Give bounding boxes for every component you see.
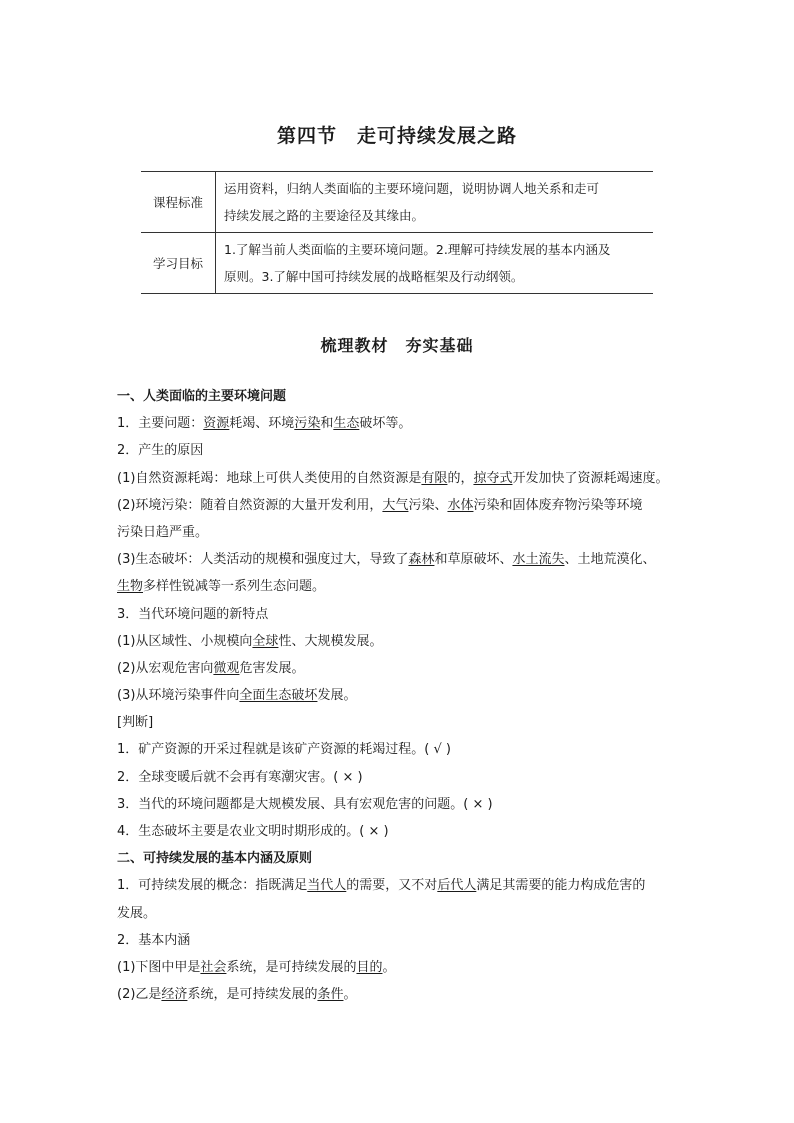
text-segment: (1)下图中甲是	[117, 959, 201, 975]
text-segment: 2．全球变暖后就不会再有寒潮灾害。( × )	[117, 769, 363, 785]
text-segment: 开发加快了资源耗竭速度。	[512, 470, 669, 486]
text-line	[117, 872, 687, 899]
text-segment: (2)乙是	[117, 987, 162, 1003]
text-segment: (3)从环境污染事件向	[117, 688, 240, 704]
text-segment: 和	[320, 416, 334, 432]
text-segment: 3．当代的环境问题都是大规模发展、具有宏观危害的问题。( × )	[117, 796, 493, 812]
text-segment: 3．当代环境问题的新特点	[117, 606, 269, 622]
text-segment: 一、人类面临的主要环境问题	[117, 389, 287, 404]
text-line	[117, 900, 687, 927]
underlined-answer: 生物	[117, 579, 144, 595]
text-line	[117, 573, 687, 600]
underlined-answer: 全球	[252, 633, 279, 649]
body-text	[117, 383, 687, 1008]
table-key-cell: 学习目标	[141, 233, 216, 294]
text-line	[117, 764, 687, 791]
underlined-answer: 资源	[203, 416, 230, 432]
text-line	[117, 492, 687, 519]
underlined-answer: 掠夺式	[473, 470, 513, 486]
text-line	[117, 736, 687, 763]
underlined-answer: 污染	[294, 416, 321, 432]
text-segment: (2)从宏观危害向	[117, 660, 214, 676]
underlined-answer: 大气	[382, 497, 409, 513]
table-value-line: 运用资料，归纳人类面临的主要环境问题，说明协调人地关系和走可	[224, 181, 600, 196]
text-line	[117, 410, 687, 437]
underlined-answer: 当代人	[307, 878, 347, 894]
underlined-answer: 微观	[213, 660, 240, 676]
text-line	[117, 465, 687, 492]
table-value-cell	[216, 233, 654, 294]
underlined-answer: 水土流失	[512, 552, 565, 568]
text-segment: 耗竭、环境	[229, 416, 295, 432]
standards-table	[141, 171, 653, 294]
table-value-line: 原则。3.了解中国可持续发展的战略框架及行动纲领。	[224, 269, 524, 284]
text-segment: 。	[343, 987, 357, 1003]
text-segment: 发展。	[117, 905, 157, 921]
text-segment: 和草原破坏、	[434, 552, 513, 568]
text-line	[117, 927, 687, 954]
underlined-answer: 经济	[161, 987, 188, 1003]
underlined-answer: 后代人	[437, 878, 477, 894]
underlined-answer: 社会	[200, 959, 227, 975]
text-line	[117, 601, 687, 628]
underlined-answer: 森林	[408, 552, 435, 568]
text-line	[117, 818, 687, 845]
section-title: 梳理教材 夯实基础	[320, 336, 474, 355]
text-line	[117, 383, 687, 410]
text-segment: 。	[382, 959, 396, 975]
text-line	[117, 628, 687, 655]
text-line	[117, 709, 687, 736]
text-segment: 破坏等。	[359, 416, 412, 432]
underlined-answer: 生态	[333, 416, 360, 432]
text-segment: 污染日趋严重。	[117, 524, 209, 540]
table-value-line: 持续发展之路的主要途径及其缘由。	[224, 208, 425, 223]
underlined-answer: 有限	[421, 470, 448, 486]
text-segment: (1)自然资源耗竭：地球上可供人类使用的自然资源是	[117, 470, 422, 486]
text-segment: 2．产生的原因	[117, 443, 204, 459]
text-segment: 系统，是可持续发展的	[226, 959, 357, 975]
table-value-cell	[216, 172, 654, 233]
text-segment: 4．生态破坏主要是农业文明时期形成的。( × )	[117, 824, 389, 839]
underlined-answer: 水体	[447, 497, 474, 513]
text-segment: 1．主要问题：	[117, 416, 204, 432]
text-segment: 满足其需要的能力构成危害的	[476, 878, 646, 894]
text-segment: (2)环境污染：随着自然资源的大量开发利用，	[117, 497, 383, 513]
text-segment: 性、大规模发展。	[278, 633, 383, 649]
underlined-answer: 全面生态破坏	[239, 688, 318, 704]
text-segment: 1．矿产资源的开采过程就是该矿产资源的耗竭过程。( √ )	[117, 742, 451, 758]
text-segment: 污染、	[408, 497, 448, 513]
underlined-answer: 条件	[317, 987, 344, 1003]
text-segment: (3)生态破坏：人类活动的规模和强度过大，导致了	[117, 552, 409, 568]
page-title: 第四节 走可持续发展之路	[276, 125, 517, 147]
text-segment: [判断]	[117, 715, 154, 731]
table-value-line: 1.了解当前人类面临的主要环境问题。2.理解可持续发展的基本内涵及	[224, 242, 611, 257]
table-row	[141, 172, 653, 233]
text-segment: (1)从区域性、小规模向	[117, 633, 253, 649]
text-line	[117, 845, 687, 872]
table-row	[141, 233, 653, 294]
text-segment: 的，	[447, 470, 474, 486]
text-segment: 多样性锐减等一系列生态问题。	[143, 579, 326, 595]
underlined-answer: 目的	[356, 959, 383, 975]
text-segment: 2．基本内涵	[117, 932, 191, 948]
text-segment: 二、可持续发展的基本内涵及原则	[117, 851, 313, 867]
text-line	[117, 546, 687, 573]
text-line	[117, 519, 687, 546]
text-line	[117, 655, 687, 682]
table-key-cell: 课程标准	[141, 172, 216, 233]
text-line	[117, 682, 687, 709]
text-segment: 系统，是可持续发展的	[187, 987, 318, 1003]
text-line	[117, 791, 687, 818]
text-line	[117, 437, 687, 464]
text-segment: 危害发展。	[239, 660, 305, 676]
text-segment: 、土地荒漠化、	[564, 552, 656, 568]
text-line	[117, 954, 687, 981]
text-segment: 发展。	[317, 688, 357, 704]
text-segment: 污染和固体废弃物污染等环境	[473, 497, 643, 513]
text-segment: 的需要，又不对	[346, 878, 438, 894]
text-line	[117, 981, 687, 1008]
text-segment: 1．可持续发展的概念：指既满足	[117, 878, 308, 894]
